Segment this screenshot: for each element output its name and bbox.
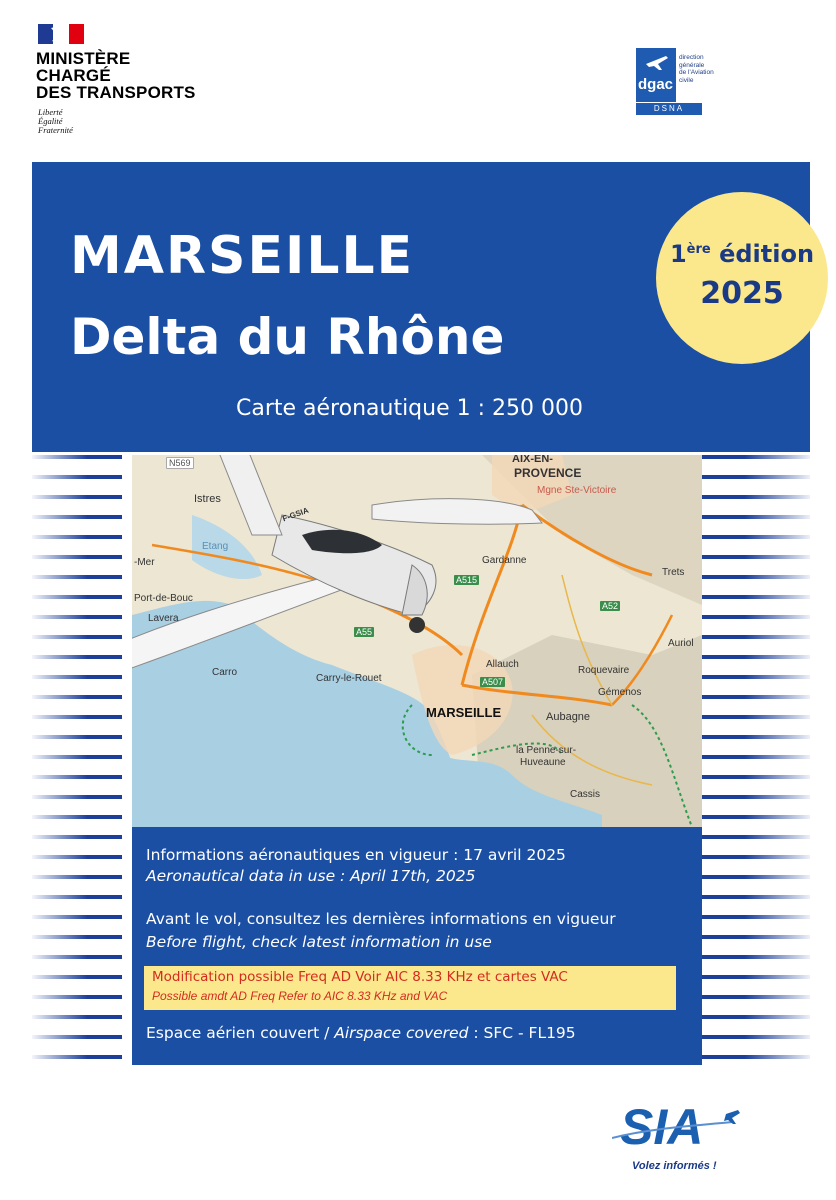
dgac-logo-box [636,48,676,102]
motto-line: Liberté [38,107,63,117]
marianne-logo [38,24,84,44]
map-graphic [132,455,702,827]
map-label-aix: AIX-EN- [512,455,553,465]
map-label-gemenos: Gémenos [598,687,642,698]
map-label-provence: PROVENCE [514,466,582,480]
frequency-notice [144,966,676,1010]
road-badge-a55: A55 [356,627,373,637]
republic-motto [38,108,73,135]
map-label-huveaune: Huveaune [520,757,566,768]
map-label-etang: Etang [202,541,229,552]
motto-line: Égalité [38,116,63,126]
map-label-allauch: Allauch [486,659,519,670]
sia-mark [612,1092,762,1160]
airspace-en: Airspace covered [334,1024,469,1042]
plane-icon [636,48,676,76]
dgac-desc-line: civile [679,76,694,84]
edition-badge [656,192,828,364]
dgac-desc-line: direction [679,54,704,61]
notice-en: Possible amdt AD Freq Refer to AIC 8.33 KHz and VAC [152,989,448,1003]
map-label-carry: Carry-le-Rouet [316,673,382,684]
sia-tagline: Volez informés ! [632,1160,717,1172]
airspace-range: : SFC - FL195 [468,1024,576,1042]
aircraft-registration: F-GSIA [281,505,310,524]
sia-mark-text: SIA [620,1099,704,1155]
dgac-word: dgac [638,76,674,93]
edition-year: 2025 [700,276,784,311]
ministry-line: CHARGÉ [36,66,111,85]
edition-label [656,240,828,268]
chart-title: MARSEILLE [70,226,415,286]
map-label-istres: Istres [194,493,221,505]
map-label-mer: -Mer [134,557,155,568]
dgac-logo [636,48,716,116]
info-date-fr: Informations aéronautiques en vigueur : 17 avril 2025 [146,846,566,864]
notice-fr: Modification possible Freq AD Voir AIC 8.33 KHz et cartes VAC [152,969,568,985]
stripes-fade-right [700,455,812,1065]
chart-scale: Carte aéronautique 1 : 250 000 [236,396,583,421]
map-illustration [132,455,702,827]
stripes-fade-left [32,455,124,1065]
info-before-flight-fr: Avant le vol, consultez les dernières informations en vigueur [146,910,616,928]
road-badge-a515: A515 [456,575,478,585]
dgac-unit: DSNA [636,103,702,115]
road-badge-a52: A52 [602,601,619,611]
map-label-victoire: Mgne Ste-Victoire [537,485,617,496]
map-label-lavera: Lavera [148,613,179,624]
map-label-roquevaire: Roquevaire [578,665,630,676]
map-label-penne: la Penne-sur- [516,745,577,756]
sia-logo [612,1092,762,1182]
ministry-line: DES TRANSPORTS [36,83,196,102]
dgac-desc-line: générale [679,61,705,69]
edition-word: édition [710,240,815,268]
dgac-description [679,54,719,84]
chart-subtitle-region: Delta du Rhône [70,308,505,366]
map-label-auriol: Auriol [668,638,694,649]
map-label-carro: Carro [212,667,238,678]
ministry-name [36,50,236,101]
edition-number: 1 [669,240,687,268]
map-label-portdebouc: Port-de-Bouc [134,593,193,604]
ministry-line: MINISTÈRE [36,49,131,68]
dgac-desc-line: de l'Aviation [679,69,714,76]
airspace-coverage [146,1024,576,1042]
map-label-marseille: MARSEILLE [426,705,502,720]
motto-line: Fraternité [38,125,73,135]
map-label-aubagne: Aubagne [546,711,591,723]
map-label-gardanne: Gardanne [482,555,527,566]
airspace-fr: Espace aérien couvert / [146,1024,335,1042]
edition-suffix: ère [686,242,711,257]
road-badge-a507: A507 [482,677,504,687]
map-label-cassis: Cassis [570,789,601,800]
info-before-flight-en: Before flight, check latest information in use [146,933,492,951]
road-badge-n569: N569 [166,457,194,469]
map-label-trets: Trets [662,567,685,578]
info-date-en: Aeronautical data in use : April 17th, 2025 [146,867,476,885]
